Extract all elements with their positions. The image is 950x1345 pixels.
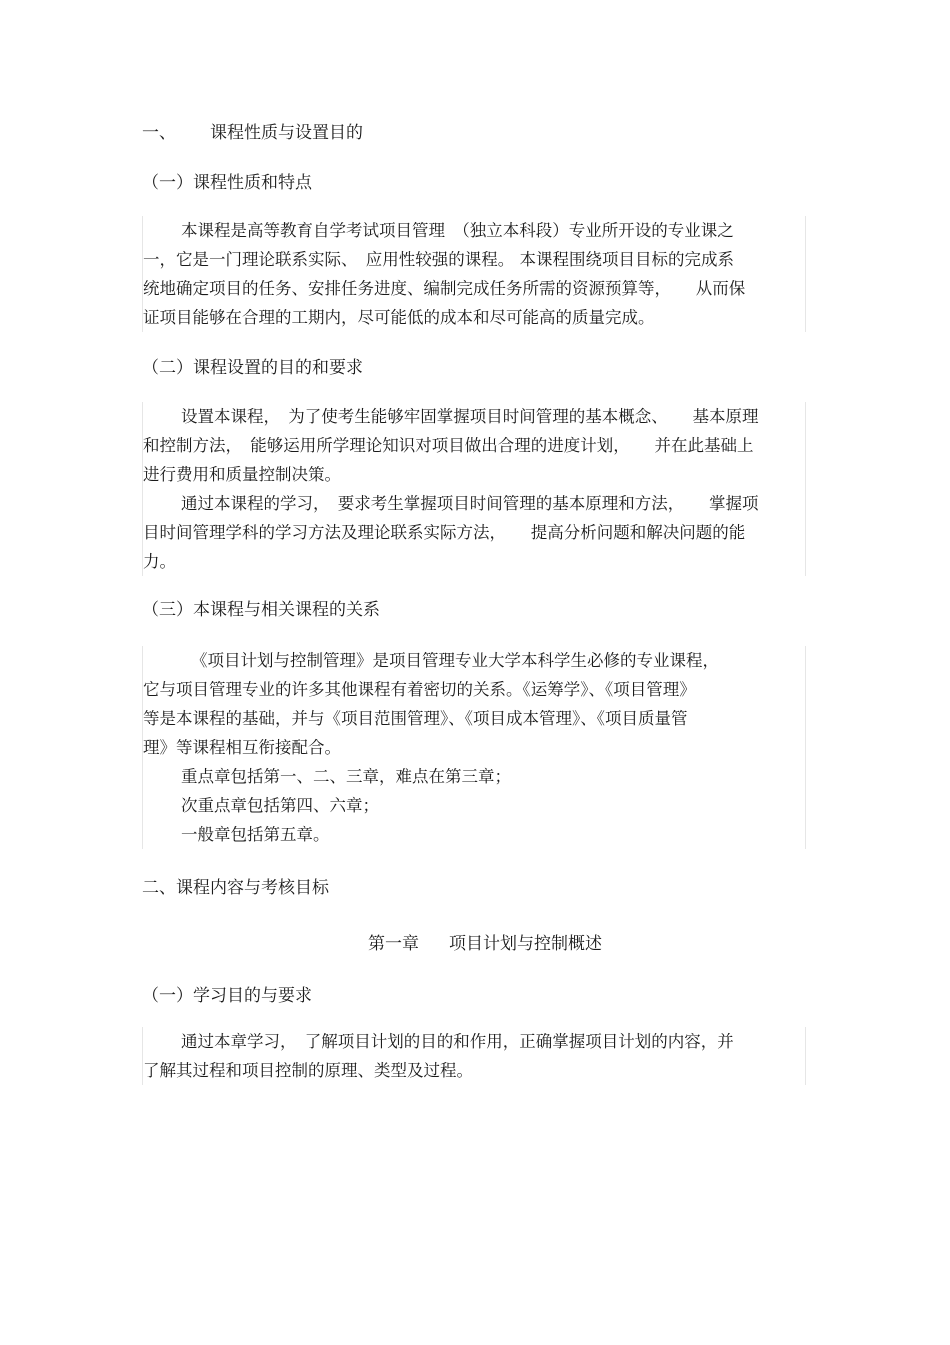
paragraph-line: 次重点章包括第四、六章； [181,796,379,815]
paragraph-line: 设置本课程， 为了使考生能够牢固掌握项目时间管理的基本概念、 基本原理 [181,407,759,426]
chapter-number: 第一章 [368,934,419,954]
paragraph-line: 力。 [143,552,176,571]
subsection-heading: （三）本课程与相关课程的关系 [142,600,380,620]
subsection-heading: （一）学习目的与要求 [142,986,312,1006]
subsection-heading: （二）课程设置的目的和要求 [142,358,363,378]
section-1-heading [142,122,363,144]
paragraph-line: 一般章包括第五章。 [181,825,330,844]
paragraph-line: 它与项目管理专业的许多其他课程有着密切的关系。《运筹学》、《项目管理》 [143,680,696,699]
paragraph-line: 统地确定项目的任务、安排任务进度、编制完成任务所需的资源预算等， 从而保 [143,279,746,298]
paragraph-line: 一，它是一门理论联系实际、 应用性较强的课程。 本课程围绕项目目标的完成系 [143,250,734,269]
paragraph-line: 《项目计划与控制管理》是项目管理专业大学本科学生必修的专业课程， [191,651,719,670]
subsection-heading: （一）课程性质和特点 [142,173,312,193]
paragraph-block [142,1027,806,1085]
chapter-name: 项目计划与控制概述 [449,934,602,954]
paragraph-block [142,646,806,849]
paragraph-line: 等是本课程的基础，并与《项目范围管理》、《项目成本管理》、《项目质量管 [143,709,688,728]
paragraph-line: 通过本章学习， 了解项目计划的目的和作用，正确掌握项目计划的内容，并 [181,1032,734,1051]
paragraph-line: 证项目能够在合理的工期内，尽可能低的成本和尽可能高的质量完成。 [143,308,655,327]
section-2-heading: 二、课程内容与考核目标 [142,878,329,898]
section-1-title: 课程性质与设置目的 [210,123,363,143]
paragraph-line: 进行费用和质量控制决策。 [143,465,341,484]
chapter-title [0,933,950,955]
paragraph-line: 了解其过程和项目控制的原理、类型及过程。 [143,1061,473,1080]
paragraph-line: 和控制方法， 能够运用所学理论知识对项目做出合理的进度计划， 并在此基础上 [143,436,754,455]
paragraph-block [142,402,806,576]
paragraph-line: 理》等课程相互衔接配合。 [143,738,341,757]
section-1-number: 一、 [142,123,176,143]
paragraph-line: 目时间管理学科的学习方法及理论联系实际方法， 提高分析问题和解决问题的能 [143,523,746,542]
paragraph-line: 本课程是高等教育自学考试项目管理 （独立本科段）专业所开设的专业课之 [181,221,734,240]
paragraph-line: 通过本课程的学习， 要求考生掌握项目时间管理的基本原理和方法， 掌握项 [181,494,759,513]
paragraph-line: 重点章包括第一、二、三章，难点在第三章； [181,767,511,786]
paragraph-block [142,216,806,332]
